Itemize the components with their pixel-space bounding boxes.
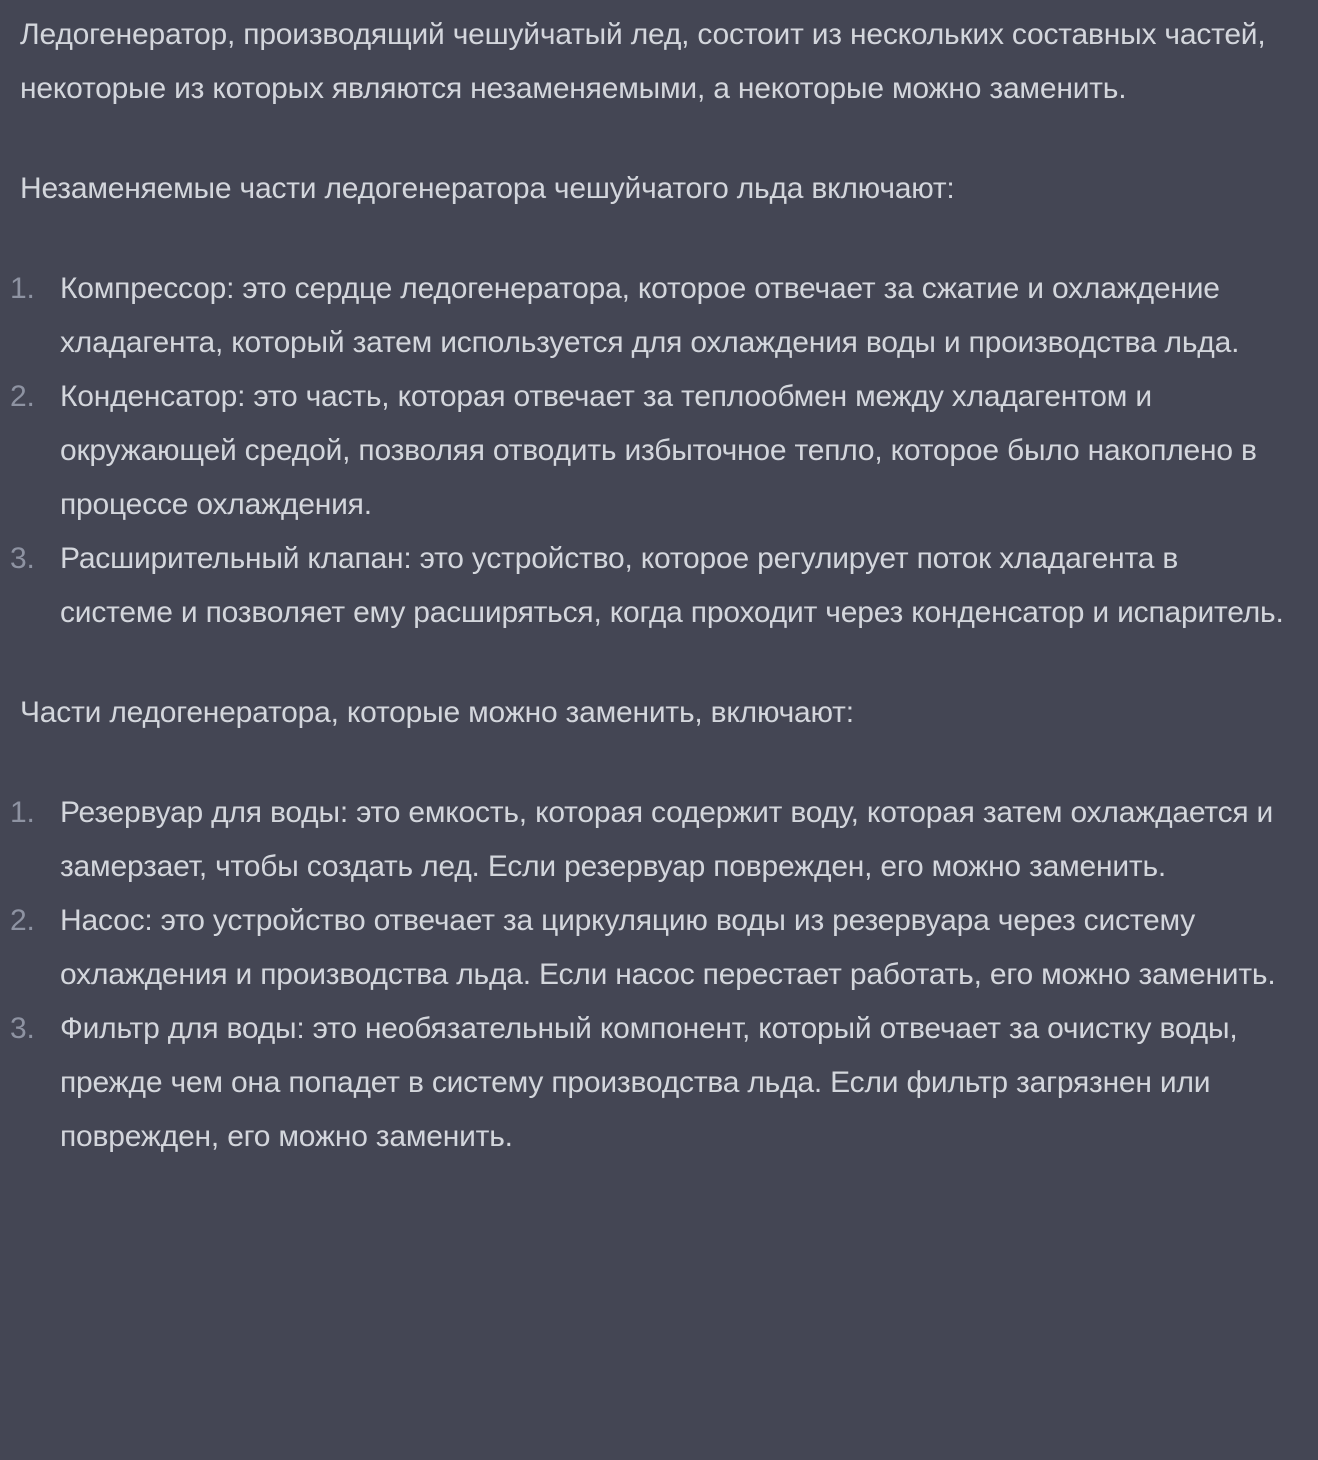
- list-item: [10, 370, 1292, 532]
- list-item-number: 2.: [10, 380, 35, 413]
- list-item: [10, 894, 1292, 1002]
- list-item-text: Фильтр для воды: это необязательный компонент, который отвечает за очистку воды, прежде чем она попадет в систему производства льда. Если фильтр загрязнен или поврежден, его можно заменить.: [60, 1012, 1238, 1153]
- list-item: [10, 786, 1292, 894]
- replaceable-heading: Части ледогенератора, которые можно заменить, включают:: [20, 696, 854, 729]
- list-item-number: 1.: [10, 272, 35, 305]
- list-item-number: 3.: [10, 1012, 35, 1045]
- list-item: [10, 1002, 1292, 1164]
- replaceable-list: [10, 786, 1292, 1164]
- intro-paragraph: Ледогенератор, производящий чешуйчатый лед, состоит из нескольких составных частей, некоторые из которых являются незаменяемыми, а некоторые можно заменить.: [20, 18, 1266, 105]
- list-item-text: Конденсатор: это часть, которая отвечает за теплообмен между хладагентом и окружающей средой, позволяя отводить избыточное тепло, которое было накоплено в процессе охлаждения.: [60, 380, 1257, 521]
- list-item: [10, 532, 1292, 640]
- list-item-text: Расширительный клапан: это устройство, которое регулирует поток хладагента в системе и позволяет ему расширяться, когда проходит через конденсатор и испаритель.: [60, 542, 1284, 629]
- irreplaceable-list: [10, 262, 1292, 640]
- list-item-number: 1.: [10, 796, 35, 829]
- list-item: [10, 262, 1292, 370]
- list-item-text: Компрессор: это сердце ледогенератора, которое отвечает за сжатие и охлаждение хладагента, который затем используется для охлаждения воды и производства льда.: [60, 272, 1240, 359]
- list-item-number: 3.: [10, 542, 35, 575]
- list-item-text: Насос: это устройство отвечает за циркуляцию воды из резервуара через систему охлаждения и производства льда. Если насос перестает работать, его можно заменить.: [60, 904, 1276, 991]
- list-item-text: Резервуар для воды: это емкость, которая содержит воду, которая затем охлаждается и замерзает, чтобы создать лед. Если резервуар поврежден, его можно заменить.: [60, 796, 1274, 883]
- irreplaceable-heading: Незаменяемые части ледогенератора чешуйчатого льда включают:: [20, 172, 955, 205]
- list-item-number: 2.: [10, 904, 35, 937]
